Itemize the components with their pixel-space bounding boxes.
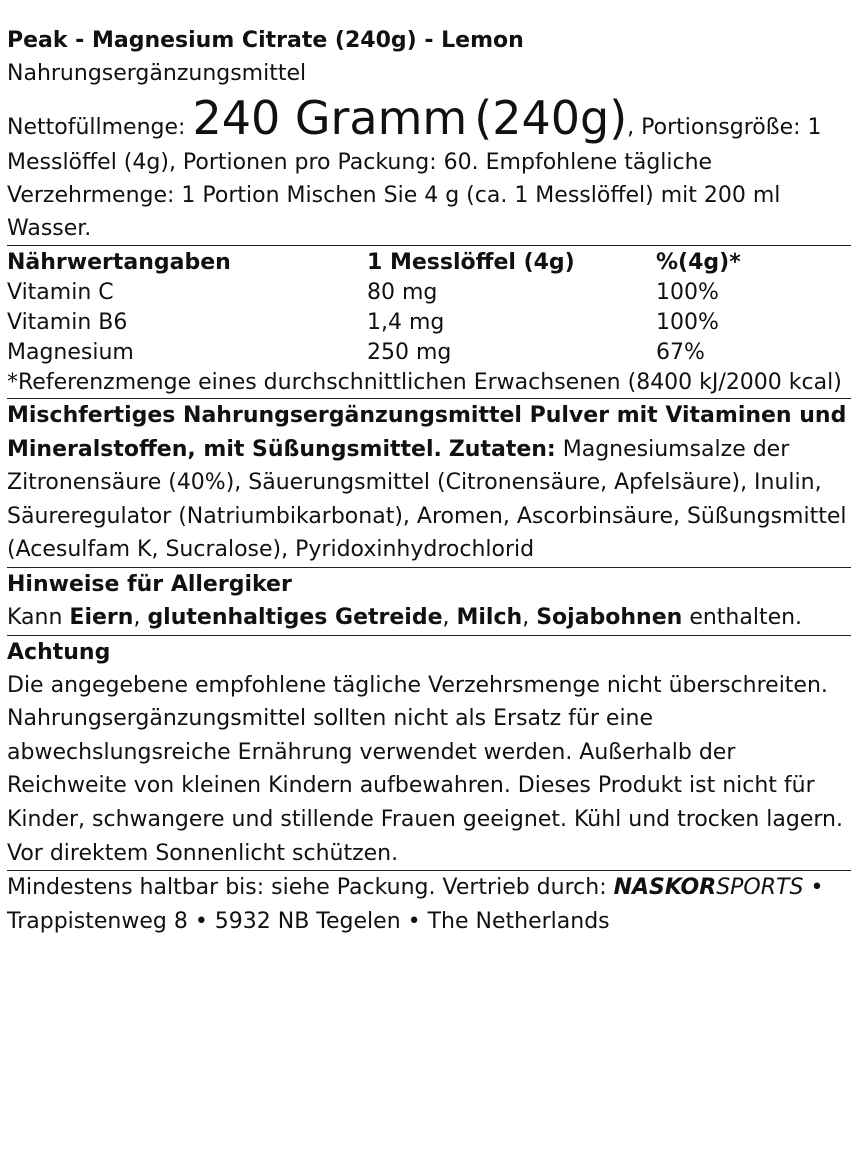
footer-text [7,871,851,938]
footer-distribution: Mindestens haltbar bis: siehe Packung. Vertrieb durch: [7,875,607,901]
nutrition-table [7,248,851,368]
nutrient-name: Vitamin B6 [7,310,128,335]
allergen: glutenhaltiges Getreide [147,604,443,630]
ingredients-label: Zutaten: [448,436,556,462]
table-row [7,278,851,308]
net-amount: 240 Gramm [192,91,468,145]
warning-heading: Achtung [7,639,111,665]
brand-italic: SPORTS [716,875,804,901]
nutrient-name: Magnesium [7,340,134,365]
mixing-instructions: Mischen Sie 4 g (ca. 1 Messlöffel) mit 200 ml Wasser. [7,183,781,241]
allergen: Sojabohnen [536,604,683,630]
allergy-text: Kann Eiern, glutenhaltiges Getreide, Milch, Sojabohnen enthalten. [7,604,803,630]
allergy-heading: Hinweise für Allergiker [7,571,292,597]
table-row [7,338,851,368]
warning-text: Die angegebene empfohlene tägliche Verzehrsmenge nicht überschreiten. Nahrungsergänzungsmittel sollten nicht als Ersatz für eine abwechslungsreiche Ernährung verwendet werden. Außerhalb der Reichweite von kleinen Kindern aufbewahren. Dieses Produkt ist nicht für Kinder, schwangere und stillende Frauen geeignet. Kühl und trocken lagern. Vor direktem Sonnenlicht schützen. [7,672,843,866]
ingredients-intro: Mischfertiges Nahrungsergänzungsmittel Pulver mit Vitaminen und Mineralstoffen, mit Süßungsmittel. [7,403,847,462]
serving-info: , Portionsgröße: 1 Messlöffel (4g), Portionen pro Packung: 60. Empfohlene tägliche Verzehrmenge: 1 Portion [7,115,822,208]
nutrient-amount: 250 mg [367,340,452,365]
product-title: Peak - Magnesium Citrate (240g) - Lemon [7,28,524,53]
product-category: Nahrungsergänzungsmittel [7,61,307,86]
nutrition-header-row [7,248,851,278]
nutrition-header-amount: 1 Messlöffel (4g) [367,250,575,275]
ingredients-text: Magnesiumsalze der Zitronensäure (40%), Säuerungsmittel (Citronensäure, Apfelsäure), Inulin, Säureregulator (Natriumbikarbonat), Aromen, Ascorbinsäure, Süßungsmittel (Acesulfam K, Sucralose), Pyridoxinhydrochlorid [7,436,847,563]
footer-address: • Trappistenweg 8 • 5932 NB Tegelen • The Netherlands [7,875,824,934]
allergy-suffix: enthalten. [689,604,803,630]
net-content-paragraph [7,90,851,245]
ingredients-section [7,399,851,567]
divider [7,245,851,246]
nutrient-percent: 100% [656,280,719,305]
brand-logo [614,875,804,900]
nutrient-percent: 67% [656,340,705,365]
nutrient-percent: 100% [656,310,719,335]
allergen: Eiern [69,604,134,630]
table-row [7,308,851,338]
nutrient-amount: 80 mg [367,280,438,305]
nutrient-amount: 1,4 mg [367,310,445,335]
nutrition-footnote: *Referenzmenge eines durchschnittlichen Erwachsenen (8400 kJ/2000 kcal) [7,370,842,395]
allergen: Milch [456,604,523,630]
nutrition-header-name: Nährwertangaben [7,250,231,275]
net-label: Nettofüllmenge: [7,115,186,140]
net-amount-paren: (240g) [474,91,628,145]
nutrient-name: Vitamin C [7,280,114,305]
allergy-prefix: Kann [7,604,63,630]
nutrition-header-percent: %(4g)* [656,250,741,275]
brand-bold: NASKOR [613,875,717,901]
